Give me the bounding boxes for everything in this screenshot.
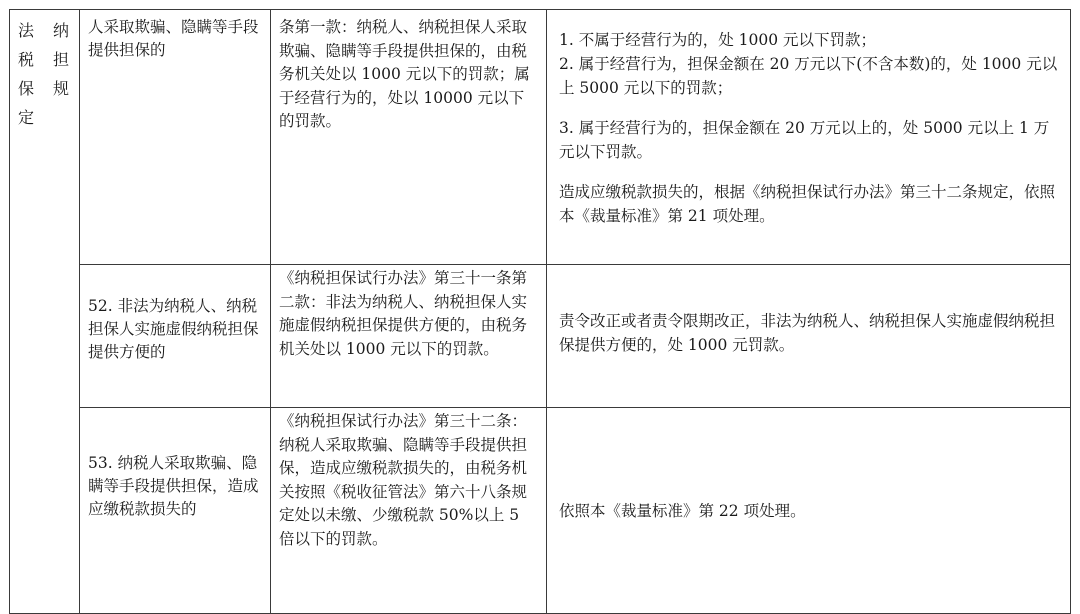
violation-item-cell: 52. 非法为纳税人、纳税担保人实施虚假纳税担保提供方便的	[80, 265, 271, 408]
legal-basis-cell: 《纳税担保试行办法》第三十二条：纳税人采取欺骗、隐瞒等手段提供担保，造成应缴税款损失的，由税务机关按照《税收征管法》第六十八条规定处以未缴、少缴税款 50%以上 5 倍以下的罚款。	[271, 408, 547, 614]
discretion-standard-cell: 依照本《裁量标准》第 22 项处理。	[547, 408, 1071, 614]
discretion-standard-cell	[547, 10, 1071, 265]
legal-basis-cell: 条第一款：纳税人、纳税担保人采取欺骗、隐瞒等手段提供担保的，由税务机关处以 1000 元以下的罚款；属于经营行为的，处以 10000 元以下的罚款。	[271, 10, 547, 265]
violation-item-cell: 53. 纳税人采取欺骗、隐瞒等手段提供担保，造成应缴税款损失的	[80, 408, 271, 614]
violation-item-cell: 人采取欺骗、隐瞒等手段提供担保的	[80, 10, 271, 265]
penalty-standard-table	[9, 9, 1071, 614]
category-cell: 法 纳 税 担 保 规 定	[10, 10, 80, 614]
standard-line: 造成应缴税款损失的，根据《纳税担保试行办法》第三十二条规定，依照本《裁量标准》第 21 项处理。	[559, 183, 1056, 225]
standard-line: 2. 属于经营行为，担保金额在 20 万元以下(不含本数)的，处 1000 元以上 5000 元以下的罚款；	[559, 55, 1058, 97]
legal-basis-cell: 《纳税担保试行办法》第三十一条第二款：非法为纳税人、纳税担保人实施虚假纳税担保提供方便的，由税务机关处以 1000 元以下的罚款。	[271, 265, 547, 408]
standard-line: 3. 属于经营行为的，担保金额在 20 万元以上的，处 5000 元以上 1 万元以下罚款。	[559, 119, 1050, 161]
discretion-standard-cell: 责令改正或者责令限期改正，非法为纳税人、纳税担保人实施虚假纳税担保提供方便的，处 1000 元罚款。	[547, 265, 1071, 408]
table-row	[10, 10, 1071, 265]
table-row	[10, 408, 1071, 614]
standard-line: 1. 不属于经营行为的，处 1000 元以下罚款；	[559, 31, 877, 49]
table-row	[10, 265, 1071, 408]
